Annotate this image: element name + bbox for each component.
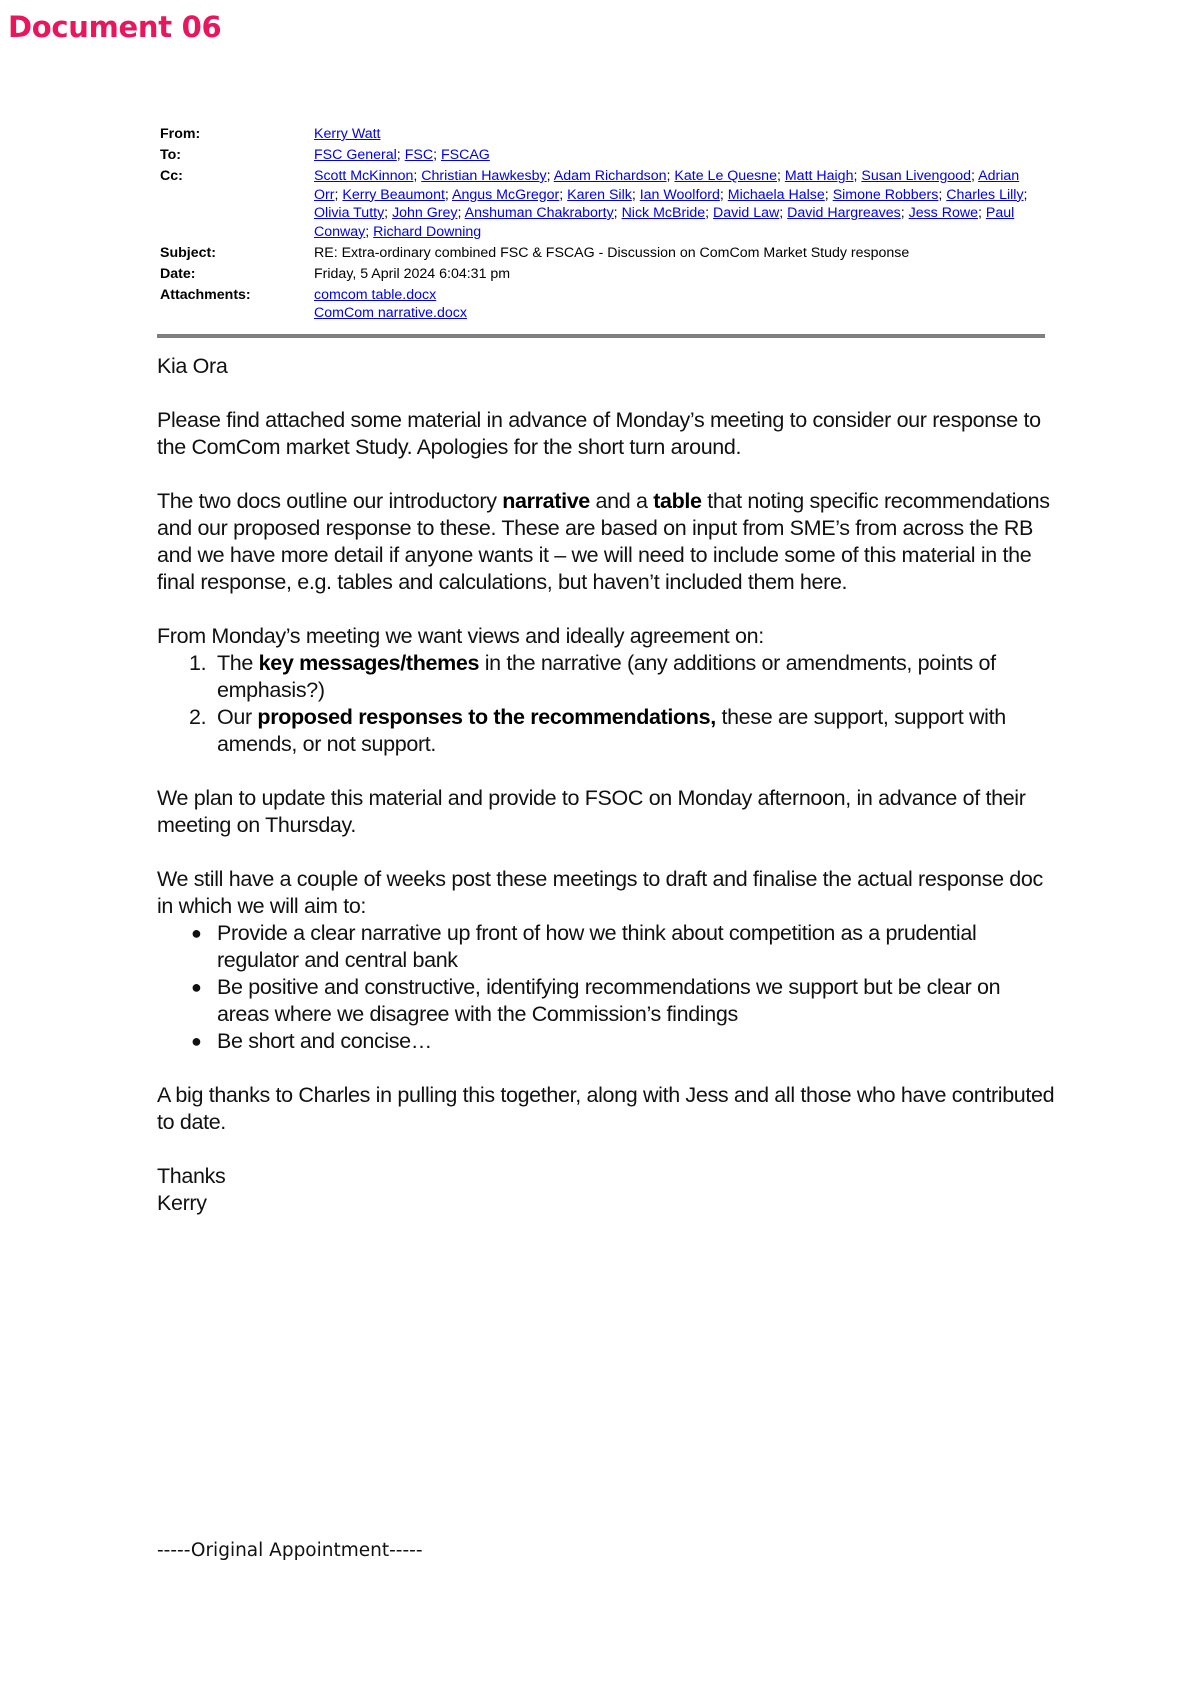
attachment-link[interactable]: ComCom narrative.docx — [314, 305, 467, 321]
separator: ; — [396, 147, 405, 163]
cc-recipient-link[interactable]: Kate Le Quesne — [674, 168, 777, 184]
recipient-link[interactable]: FSCAG — [440, 147, 490, 163]
cc-recipient-link[interactable]: Scott McKinnon — [314, 168, 414, 184]
cc-recipient-link[interactable]: David Law — [713, 205, 780, 221]
separator: ; — [559, 186, 568, 203]
list-item — [191, 920, 1057, 974]
to-value — [314, 146, 1045, 165]
date-label: Date: — [160, 265, 196, 282]
text: The — [217, 651, 259, 675]
separator: ; — [457, 205, 465, 221]
separator: ; — [546, 168, 554, 184]
paragraph: A big thanks to Charles in pulling this together, along with Jess and all those who have contributed to date. — [157, 1083, 1055, 1134]
separator: ; — [705, 205, 714, 221]
original-appointment-separator: -----Original Appointment----- — [157, 1540, 423, 1561]
to-label: To: — [160, 147, 182, 163]
cc-recipient-link[interactable]: Christian Hawkesby — [421, 168, 547, 184]
attachment-link[interactable]: comcom table.docx — [314, 286, 437, 303]
subject-row — [160, 244, 1045, 263]
cc-recipient-link[interactable]: Nick McBride — [621, 205, 706, 221]
bullet-icon: ● — [191, 1031, 202, 1051]
separator: ; — [413, 168, 422, 184]
cc-row — [160, 167, 1045, 241]
email-body — [157, 353, 1057, 1217]
cc-recipient-link[interactable]: Susan Livengood — [861, 168, 972, 184]
bold-text: key messages/themes — [258, 651, 480, 675]
cc-recipient-link[interactable]: Anshuman Chakraborty — [464, 205, 614, 221]
agreement-list — [157, 650, 1057, 758]
paragraph — [157, 488, 1057, 596]
separator: ; — [824, 186, 833, 203]
separator: ; — [444, 186, 453, 203]
paragraph: We plan to update this material and provide to FSOC on Monday afternoon, in advance of their meeting on Thursday. — [157, 786, 1026, 837]
list-number: 2. — [189, 705, 207, 729]
cc-recipient-link[interactable]: John Grey — [392, 205, 458, 221]
separator: ; — [900, 205, 909, 221]
separator: ; — [971, 168, 979, 184]
text: Be positive and constructive, identifying recommendations we support but be clear on areas where we disagree with the Commission’s findings — [217, 975, 1001, 1026]
cc-recipient-link[interactable]: Michaela Halse — [727, 186, 825, 203]
cc-recipient-link[interactable]: Richard Downing — [373, 223, 482, 240]
cc-recipient-link[interactable]: Charles Lilly — [946, 186, 1024, 203]
attachments-row — [160, 286, 1045, 323]
to-row — [160, 146, 1045, 165]
separator: ; — [1023, 186, 1028, 203]
list-item — [191, 1028, 1057, 1055]
cc-recipient-link[interactable]: Paul Conway — [314, 205, 1015, 240]
attachments-value — [314, 286, 1045, 323]
separator: ; — [666, 168, 675, 184]
cc-recipient-link[interactable]: Ian Woolford — [639, 186, 720, 203]
separator: ; — [384, 205, 393, 221]
email-header — [160, 125, 1045, 323]
separator: ; — [719, 186, 728, 203]
separator: ; — [365, 223, 374, 240]
separator: ; — [938, 186, 947, 203]
aims-list — [157, 920, 1057, 1055]
cc-recipient-link[interactable]: Simone Robbers — [832, 186, 939, 203]
cc-recipient-link[interactable]: Angus McGregor — [452, 186, 560, 203]
bold-text: narrative — [502, 489, 590, 513]
list-item — [189, 650, 1057, 704]
bold-text: table — [653, 489, 702, 513]
recipient-link[interactable]: FSC — [404, 147, 434, 163]
attachments-label: Attachments: — [160, 286, 251, 303]
text: Our — [217, 705, 258, 729]
greeting: Kia Ora — [157, 354, 228, 378]
separator: ; — [776, 168, 785, 184]
date-row — [160, 265, 1045, 284]
paragraph: From Monday’s meeting we want views and ideally agreement on: — [157, 624, 764, 648]
list-number: 1. — [189, 651, 207, 675]
header-divider — [157, 334, 1045, 338]
subject-value: RE: Extra-ordinary combined FSC & FSCAG - Discussion on ComCom Market Study response — [314, 244, 910, 261]
cc-recipient-link[interactable]: Olivia Tutty — [314, 205, 385, 221]
from-row — [160, 125, 1045, 144]
text: Be short and concise… — [217, 1029, 432, 1053]
bold-text: proposed responses to the recommendations, — [257, 705, 716, 729]
text: The two docs outline our introductory — [157, 489, 503, 513]
signature: Kerry — [157, 1191, 207, 1215]
cc-recipient-link[interactable]: Kerry Beaumont — [342, 186, 445, 203]
cc-recipient-link[interactable]: Adam Richardson — [553, 168, 667, 184]
cc-recipient-link[interactable]: Adrian Orr — [314, 168, 1020, 203]
date-value: Friday, 5 April 2024 6:04:31 pm — [314, 265, 511, 282]
from-value — [314, 125, 1045, 144]
list-item — [191, 974, 1057, 1028]
text: Provide a clear narrative up front of how we think about competition as a prudential regulator and central bank — [217, 921, 977, 972]
recipient-link[interactable]: FSC General — [314, 147, 397, 163]
paragraph: We still have a couple of weeks post these meetings to draft and finalise the actual response doc in which we will aim to: — [157, 867, 1043, 918]
separator: ; — [978, 205, 986, 221]
paragraph: Please find attached some material in advance of Monday’s meeting to consider our response to the ComCom market Study. Apologies for the short turn around. — [157, 408, 1041, 459]
list-item — [189, 704, 1057, 758]
sender-link[interactable]: Kerry Watt — [314, 126, 381, 142]
separator: ; — [334, 186, 343, 203]
separator: ; — [613, 205, 622, 221]
cc-recipient-link[interactable]: Karen Silk — [567, 186, 632, 203]
cc-recipient-link[interactable]: David Hargreaves — [787, 205, 901, 221]
bullet-icon: ● — [191, 923, 202, 943]
from-label: From: — [160, 126, 201, 142]
cc-value — [314, 167, 1045, 241]
text: in the narrative (any additions or amendments, points of emphasis?) — [217, 651, 996, 702]
signoff: Thanks — [157, 1164, 226, 1188]
text: these are support, support with amends, or not support. — [217, 705, 1006, 756]
cc-label: Cc: — [160, 168, 183, 184]
cc-recipient-link[interactable]: Jess Rowe — [908, 205, 978, 221]
text: that noting specific recommendations and our proposed response to these. These are based on input from SME’s from across the RB and we have more detail if anyone wants it – we will need to include some of this material in the final response, e.g. tables and calculations, but haven’t included them here. — [157, 489, 1050, 594]
subject-label: Subject: — [160, 244, 216, 261]
separator: ; — [631, 186, 640, 203]
document-label: Document 06 — [8, 10, 222, 44]
separator: ; — [853, 168, 862, 184]
bullet-icon: ● — [191, 977, 202, 997]
separator: ; — [433, 147, 441, 163]
separator: ; — [779, 205, 788, 221]
text: and a — [589, 489, 654, 513]
cc-recipient-link[interactable]: Matt Haigh — [784, 168, 854, 184]
